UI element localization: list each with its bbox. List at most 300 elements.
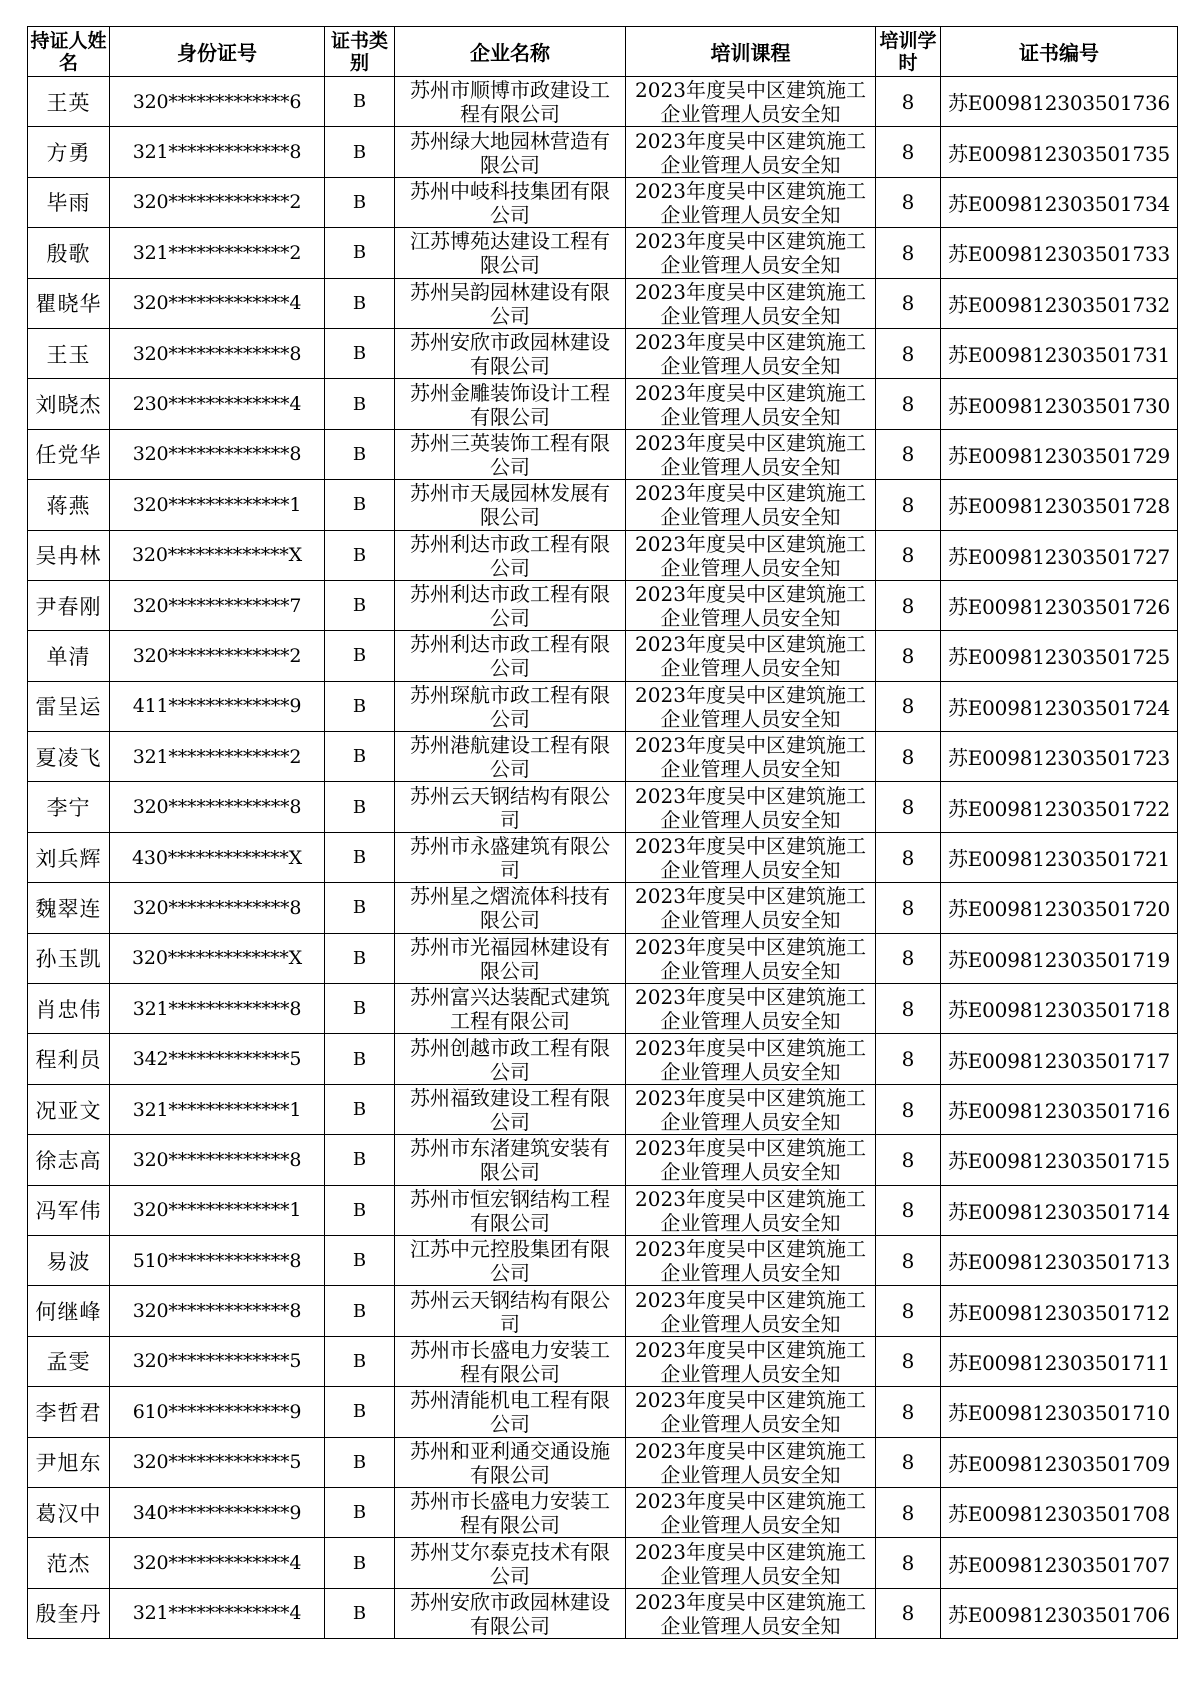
cert-number-cell: 苏E009812303501722	[941, 782, 1178, 832]
training-course-text: 2023年度吴中区建筑施工企业管理人员安全知	[635, 1489, 866, 1537]
holder-name-cell: 李哲君	[28, 1387, 110, 1437]
holder-name-cell: 孟雯	[28, 1336, 110, 1386]
cert-number-cell: 苏E009812303501721	[941, 832, 1178, 882]
training-course-cell	[626, 1336, 876, 1386]
training-hours-cell: 8	[876, 228, 941, 278]
training-hours-cell: 8	[876, 580, 941, 630]
id-number-cell: 411*************9	[110, 681, 325, 731]
id-number-cell: 321*************8	[110, 127, 325, 177]
holder-name-cell: 尹春刚	[28, 580, 110, 630]
table-body	[28, 77, 1178, 1639]
company-name-cell	[395, 933, 626, 983]
cert-number-cell: 苏E009812303501736	[941, 77, 1178, 127]
company-name-cell	[395, 530, 626, 580]
holder-name-cell: 毕雨	[28, 177, 110, 227]
company-name-text: 苏州利达市政工程有限公司	[410, 582, 610, 630]
table-row	[28, 1185, 1178, 1235]
training-course-text: 2023年度吴中区建筑施工企业管理人员安全知	[635, 1086, 866, 1133]
company-name-text: 苏州市长盛电力安装工程有限公司	[410, 1489, 610, 1537]
cert-category-cell: B	[325, 1235, 395, 1285]
training-hours-cell: 8	[876, 883, 941, 933]
cert-number-cell: 苏E009812303501708	[941, 1487, 1178, 1537]
training-course-cell	[626, 429, 876, 479]
company-name-text: 苏州安欣市政园林建设有限公司	[410, 330, 610, 378]
cert-number-cell: 苏E009812303501717	[941, 1034, 1178, 1084]
cert-category-cell: B	[325, 681, 395, 731]
company-name-text: 苏州市恒宏钢结构工程有限公司	[410, 1186, 610, 1234]
training-course-cell	[626, 278, 876, 328]
cert-number-cell: 苏E009812303501711	[941, 1336, 1178, 1386]
cert-number-cell: 苏E009812303501712	[941, 1286, 1178, 1336]
training-hours-cell: 8	[876, 1487, 941, 1537]
holder-name-cell: 冯军伟	[28, 1185, 110, 1235]
table-row	[28, 631, 1178, 681]
company-name-text: 苏州港航建设工程有限公司	[410, 733, 610, 781]
training-hours-cell: 8	[876, 1387, 941, 1437]
table-row	[28, 681, 1178, 731]
training-course-text: 2023年度吴中区建筑施工企业管理人员安全知	[635, 1237, 866, 1285]
cert-category-cell: B	[325, 127, 395, 177]
holder-name-cell: 孙玉凯	[28, 933, 110, 983]
company-name-text: 苏州金雕装饰设计工程有限公司	[410, 380, 610, 428]
holder-name-cell: 夏凌飞	[28, 732, 110, 782]
company-name-cell	[395, 177, 626, 227]
training-course-cell	[626, 832, 876, 882]
training-hours-cell: 8	[876, 782, 941, 832]
id-number-cell: 320*************8	[110, 328, 325, 378]
id-number-cell: 320*************8	[110, 883, 325, 933]
cert-number-cell: 苏E009812303501725	[941, 631, 1178, 681]
holder-name-cell: 何继峰	[28, 1286, 110, 1336]
table-row	[28, 1487, 1178, 1537]
training-hours-cell: 8	[876, 1286, 941, 1336]
table-row	[28, 883, 1178, 933]
holder-name-cell: 程利员	[28, 1034, 110, 1084]
training-course-cell	[626, 1185, 876, 1235]
training-course-text: 2023年度吴中区建筑施工企业管理人员安全知	[635, 1388, 866, 1436]
company-name-cell	[395, 732, 626, 782]
holder-name-cell: 王玉	[28, 328, 110, 378]
id-number-cell: 320*************8	[110, 1135, 325, 1185]
training-course-text: 2023年度吴中区建筑施工企业管理人员安全知	[635, 934, 866, 982]
training-hours-cell: 8	[876, 1588, 941, 1638]
table-row	[28, 832, 1178, 882]
company-name-text: 苏州琛航市政工程有限公司	[410, 682, 610, 730]
training-course-text: 2023年度吴中区建筑施工企业管理人员安全知	[635, 884, 866, 932]
company-name-cell	[395, 681, 626, 731]
training-course-cell	[626, 631, 876, 681]
training-course-cell	[626, 480, 876, 530]
company-name-cell	[395, 1588, 626, 1638]
id-number-cell: 230*************4	[110, 379, 325, 429]
training-hours-cell: 8	[876, 832, 941, 882]
holder-name-cell: 况亚文	[28, 1084, 110, 1134]
training-course-text: 2023年度吴中区建筑施工企业管理人员安全知	[635, 1287, 866, 1335]
cert-number-cell: 苏E009812303501716	[941, 1084, 1178, 1134]
company-name-cell	[395, 127, 626, 177]
holder-name-cell: 殷歌	[28, 228, 110, 278]
holder-name-cell: 葛汉中	[28, 1487, 110, 1537]
training-course-text: 2023年度吴中区建筑施工企业管理人员安全知	[635, 380, 866, 428]
training-course-text: 2023年度吴中区建筑施工企业管理人员安全知	[635, 1438, 866, 1486]
header-company-name: 企业名称	[395, 27, 626, 77]
company-name-text: 苏州市光福园林建设有限公司	[410, 934, 610, 982]
training-course-text: 2023年度吴中区建筑施工企业管理人员安全知	[635, 330, 866, 378]
company-name-cell	[395, 1336, 626, 1386]
company-name-text: 苏州星之熠流体科技有限公司	[410, 884, 610, 932]
company-name-cell	[395, 379, 626, 429]
company-name-cell	[395, 782, 626, 832]
training-hours-cell: 8	[876, 328, 941, 378]
table-row	[28, 77, 1178, 127]
cert-category-cell: B	[325, 782, 395, 832]
company-name-cell	[395, 1538, 626, 1588]
id-number-cell: 320*************X	[110, 933, 325, 983]
table-row	[28, 1135, 1178, 1185]
id-number-cell: 320*************8	[110, 1286, 325, 1336]
company-name-cell	[395, 1487, 626, 1537]
company-name-cell	[395, 480, 626, 530]
table-row	[28, 732, 1178, 782]
company-name-text: 苏州利达市政工程有限公司	[410, 632, 610, 680]
company-name-cell	[395, 228, 626, 278]
training-course-cell	[626, 1235, 876, 1285]
cert-number-cell: 苏E009812303501735	[941, 127, 1178, 177]
table-row	[28, 1538, 1178, 1588]
cert-category-cell: B	[325, 77, 395, 127]
id-number-cell: 320*************4	[110, 1538, 325, 1588]
company-name-text: 苏州和亚利通交通设施有限公司	[410, 1438, 610, 1486]
company-name-cell	[395, 429, 626, 479]
id-number-cell: 320*************8	[110, 429, 325, 479]
company-name-cell	[395, 1387, 626, 1437]
training-hours-cell: 8	[876, 127, 941, 177]
cert-category-cell: B	[325, 1538, 395, 1588]
company-name-cell	[395, 278, 626, 328]
training-course-cell	[626, 782, 876, 832]
company-name-text: 苏州富兴达装配式建筑工程有限公司	[410, 985, 610, 1033]
cert-number-cell: 苏E009812303501709	[941, 1437, 1178, 1487]
cert-category-cell: B	[325, 1084, 395, 1134]
table-row	[28, 328, 1178, 378]
holder-name-cell: 肖忠伟	[28, 984, 110, 1034]
company-name-cell	[395, 1286, 626, 1336]
company-name-text: 苏州福致建设工程有限公司	[410, 1086, 610, 1133]
company-name-text: 苏州吴韵园林建设有限公司	[410, 279, 610, 327]
training-course-text: 2023年度吴中区建筑施工企业管理人员安全知	[635, 1035, 866, 1083]
cert-number-cell: 苏E009812303501726	[941, 580, 1178, 630]
cert-number-cell: 苏E009812303501720	[941, 883, 1178, 933]
training-hours-cell: 8	[876, 732, 941, 782]
id-number-cell: 320*************2	[110, 177, 325, 227]
training-course-text: 2023年度吴中区建筑施工企业管理人员安全知	[635, 834, 866, 882]
company-name-text: 苏州云天钢结构有限公司	[410, 1287, 610, 1335]
holder-name-cell: 方勇	[28, 127, 110, 177]
id-number-cell: 510*************8	[110, 1235, 325, 1285]
id-number-cell: 321*************2	[110, 732, 325, 782]
table-row	[28, 1387, 1178, 1437]
company-name-text: 苏州市天晟园林发展有限公司	[410, 481, 610, 529]
company-name-cell	[395, 1437, 626, 1487]
table-row	[28, 228, 1178, 278]
table-row	[28, 429, 1178, 479]
company-name-cell	[395, 1084, 626, 1134]
cert-number-cell: 苏E009812303501713	[941, 1235, 1178, 1285]
cert-category-cell: B	[325, 1588, 395, 1638]
company-name-cell	[395, 1135, 626, 1185]
training-course-cell	[626, 1387, 876, 1437]
training-hours-cell: 8	[876, 933, 941, 983]
cert-category-cell: B	[325, 883, 395, 933]
training-hours-cell: 8	[876, 429, 941, 479]
company-name-cell	[395, 883, 626, 933]
training-course-text: 2023年度吴中区建筑施工企业管理人员安全知	[635, 985, 866, 1033]
header-cert-category: 证书类别	[325, 27, 395, 77]
cert-category-cell: B	[325, 228, 395, 278]
company-name-text: 苏州创越市政工程有限公司	[410, 1035, 610, 1083]
training-course-cell	[626, 933, 876, 983]
training-course-cell	[626, 1487, 876, 1537]
cert-category-cell: B	[325, 1185, 395, 1235]
training-course-cell	[626, 1135, 876, 1185]
header-id-number: 身份证号	[110, 27, 325, 77]
company-name-text: 苏州市东渚建筑安装有限公司	[410, 1136, 610, 1184]
holder-name-cell: 刘晓杰	[28, 379, 110, 429]
company-name-cell	[395, 984, 626, 1034]
training-hours-cell: 8	[876, 177, 941, 227]
id-number-cell: 320*************1	[110, 1185, 325, 1235]
training-course-text: 2023年度吴中区建筑施工企业管理人员安全知	[635, 632, 866, 680]
holder-name-cell: 魏翠连	[28, 883, 110, 933]
header-training-course: 培训课程	[626, 27, 876, 77]
id-number-cell: 321*************2	[110, 228, 325, 278]
holder-name-cell: 王英	[28, 77, 110, 127]
training-hours-cell: 8	[876, 681, 941, 731]
cert-category-cell: B	[325, 328, 395, 378]
cert-category-cell: B	[325, 530, 395, 580]
company-name-cell	[395, 1235, 626, 1285]
cert-number-cell: 苏E009812303501730	[941, 379, 1178, 429]
training-hours-cell: 8	[876, 1084, 941, 1134]
cert-category-cell: B	[325, 278, 395, 328]
cert-category-cell: B	[325, 1286, 395, 1336]
training-course-cell	[626, 530, 876, 580]
company-name-cell	[395, 580, 626, 630]
id-number-cell: 320*************2	[110, 631, 325, 681]
table-row	[28, 1286, 1178, 1336]
id-number-cell: 320*************1	[110, 480, 325, 530]
table-row	[28, 1034, 1178, 1084]
cert-number-cell: 苏E009812303501727	[941, 530, 1178, 580]
training-course-cell	[626, 177, 876, 227]
table-row	[28, 1084, 1178, 1134]
cert-number-cell: 苏E009812303501710	[941, 1387, 1178, 1437]
certificate-table	[27, 26, 1178, 1639]
training-course-text: 2023年度吴中区建筑施工企业管理人员安全知	[635, 1337, 866, 1385]
training-hours-cell: 8	[876, 77, 941, 127]
training-course-text: 2023年度吴中区建筑施工企业管理人员安全知	[635, 1186, 866, 1234]
cert-number-cell: 苏E009812303501718	[941, 984, 1178, 1034]
training-course-text: 2023年度吴中区建筑施工企业管理人员安全知	[635, 229, 866, 277]
training-course-cell	[626, 1437, 876, 1487]
training-hours-cell: 8	[876, 1235, 941, 1285]
training-course-text: 2023年度吴中区建筑施工企业管理人员安全知	[635, 682, 866, 730]
holder-name-cell: 刘兵辉	[28, 832, 110, 882]
cert-category-cell: B	[325, 429, 395, 479]
table-row	[28, 127, 1178, 177]
holder-name-cell: 尹旭东	[28, 1437, 110, 1487]
cert-category-cell: B	[325, 1135, 395, 1185]
holder-name-cell: 殷奎丹	[28, 1588, 110, 1638]
cert-number-cell: 苏E009812303501715	[941, 1135, 1178, 1185]
cert-category-cell: B	[325, 1387, 395, 1437]
cert-category-cell: B	[325, 933, 395, 983]
training-hours-cell: 8	[876, 480, 941, 530]
id-number-cell: 320*************X	[110, 530, 325, 580]
training-hours-cell: 8	[876, 1034, 941, 1084]
cert-number-cell: 苏E009812303501707	[941, 1538, 1178, 1588]
holder-name-cell: 范杰	[28, 1538, 110, 1588]
header-cert-number: 证书编号	[941, 27, 1178, 77]
company-name-text: 苏州中岐科技集团有限公司	[410, 178, 610, 226]
company-name-text: 苏州绿大地园林营造有限公司	[410, 128, 610, 176]
id-number-cell: 321*************8	[110, 984, 325, 1034]
cert-category-cell: B	[325, 379, 395, 429]
cert-number-cell: 苏E009812303501706	[941, 1588, 1178, 1638]
company-name-text: 苏州三英装饰工程有限公司	[410, 430, 610, 478]
id-number-cell: 340*************9	[110, 1487, 325, 1537]
training-course-cell	[626, 1034, 876, 1084]
id-number-cell: 321*************4	[110, 1588, 325, 1638]
training-course-text: 2023年度吴中区建筑施工企业管理人员安全知	[635, 430, 866, 478]
table-row	[28, 278, 1178, 328]
table-header	[28, 27, 1178, 77]
cert-number-cell: 苏E009812303501714	[941, 1185, 1178, 1235]
training-course-cell	[626, 1538, 876, 1588]
id-number-cell: 320*************8	[110, 782, 325, 832]
cert-number-cell: 苏E009812303501733	[941, 228, 1178, 278]
training-course-text: 2023年度吴中区建筑施工企业管理人员安全知	[635, 733, 866, 781]
id-number-cell: 610*************9	[110, 1387, 325, 1437]
id-number-cell: 320*************4	[110, 278, 325, 328]
training-hours-cell: 8	[876, 984, 941, 1034]
training-course-cell	[626, 984, 876, 1034]
training-course-text: 2023年度吴中区建筑施工企业管理人员安全知	[635, 582, 866, 630]
training-course-text: 2023年度吴中区建筑施工企业管理人员安全知	[635, 531, 866, 579]
training-course-cell	[626, 127, 876, 177]
holder-name-cell: 瞿晓华	[28, 278, 110, 328]
table-row	[28, 480, 1178, 530]
training-hours-cell: 8	[876, 1135, 941, 1185]
id-number-cell: 320*************6	[110, 77, 325, 127]
cert-category-cell: B	[325, 177, 395, 227]
training-course-text: 2023年度吴中区建筑施工企业管理人员安全知	[635, 178, 866, 226]
training-course-text: 2023年度吴中区建筑施工企业管理人员安全知	[635, 1136, 866, 1184]
holder-name-cell: 徐志高	[28, 1135, 110, 1185]
training-hours-cell: 8	[876, 530, 941, 580]
training-course-cell	[626, 580, 876, 630]
company-name-cell	[395, 631, 626, 681]
training-course-text: 2023年度吴中区建筑施工企业管理人员安全知	[635, 481, 866, 529]
company-name-cell	[395, 328, 626, 378]
table-row	[28, 1588, 1178, 1638]
training-course-cell	[626, 379, 876, 429]
cert-category-cell: B	[325, 631, 395, 681]
training-course-text: 2023年度吴中区建筑施工企业管理人员安全知	[635, 279, 866, 327]
cert-number-cell: 苏E009812303501734	[941, 177, 1178, 227]
company-name-text: 江苏博苑达建设工程有限公司	[410, 229, 610, 277]
cert-category-cell: B	[325, 832, 395, 882]
training-hours-cell: 8	[876, 1437, 941, 1487]
cert-category-cell: B	[325, 480, 395, 530]
holder-name-cell: 吴冉林	[28, 530, 110, 580]
table-row	[28, 933, 1178, 983]
company-name-text: 苏州市永盛建筑有限公司	[410, 834, 610, 882]
company-name-text: 苏州安欣市政园林建设有限公司	[410, 1589, 610, 1637]
table-row	[28, 782, 1178, 832]
training-course-text: 2023年度吴中区建筑施工企业管理人员安全知	[635, 1539, 866, 1587]
training-course-text: 2023年度吴中区建筑施工企业管理人员安全知	[635, 1589, 866, 1637]
company-name-text: 苏州清能机电工程有限公司	[410, 1388, 610, 1436]
table-row	[28, 984, 1178, 1034]
cert-category-cell: B	[325, 1437, 395, 1487]
company-name-cell	[395, 1034, 626, 1084]
cert-number-cell: 苏E009812303501723	[941, 732, 1178, 782]
holder-name-cell: 易波	[28, 1235, 110, 1285]
training-hours-cell: 8	[876, 379, 941, 429]
training-course-cell	[626, 732, 876, 782]
training-course-text: 2023年度吴中区建筑施工企业管理人员安全知	[635, 128, 866, 176]
cert-category-cell: B	[325, 1034, 395, 1084]
training-course-cell	[626, 1588, 876, 1638]
company-name-cell	[395, 77, 626, 127]
training-course-cell	[626, 77, 876, 127]
cert-number-cell: 苏E009812303501728	[941, 480, 1178, 530]
cert-category-cell: B	[325, 580, 395, 630]
company-name-text: 江苏中元控股集团有限公司	[410, 1237, 610, 1285]
holder-name-cell: 李宁	[28, 782, 110, 832]
table-row	[28, 1336, 1178, 1386]
training-hours-cell: 8	[876, 278, 941, 328]
header-training-hours: 培训学时	[876, 27, 941, 77]
training-course-cell	[626, 681, 876, 731]
header-holder-name: 持证人姓名	[28, 27, 110, 77]
training-course-cell	[626, 228, 876, 278]
company-name-text: 苏州市顺博市政建设工程有限公司	[410, 78, 610, 126]
training-course-text: 2023年度吴中区建筑施工企业管理人员安全知	[635, 783, 866, 831]
id-number-cell: 430*************X	[110, 832, 325, 882]
training-course-cell	[626, 883, 876, 933]
holder-name-cell: 蒋燕	[28, 480, 110, 530]
holder-name-cell: 雷呈运	[28, 681, 110, 731]
id-number-cell: 320*************5	[110, 1437, 325, 1487]
cert-number-cell: 苏E009812303501731	[941, 328, 1178, 378]
training-hours-cell: 8	[876, 1185, 941, 1235]
table-row	[28, 1437, 1178, 1487]
cert-category-cell: B	[325, 732, 395, 782]
company-name-cell	[395, 1185, 626, 1235]
cert-number-cell: 苏E009812303501719	[941, 933, 1178, 983]
id-number-cell: 321*************1	[110, 1084, 325, 1134]
table-row	[28, 530, 1178, 580]
id-number-cell: 320*************5	[110, 1336, 325, 1386]
cert-number-cell: 苏E009812303501729	[941, 429, 1178, 479]
company-name-text: 苏州云天钢结构有限公司	[410, 783, 610, 831]
table-row	[28, 379, 1178, 429]
table-row	[28, 1235, 1178, 1285]
cert-number-cell: 苏E009812303501724	[941, 681, 1178, 731]
company-name-cell	[395, 832, 626, 882]
